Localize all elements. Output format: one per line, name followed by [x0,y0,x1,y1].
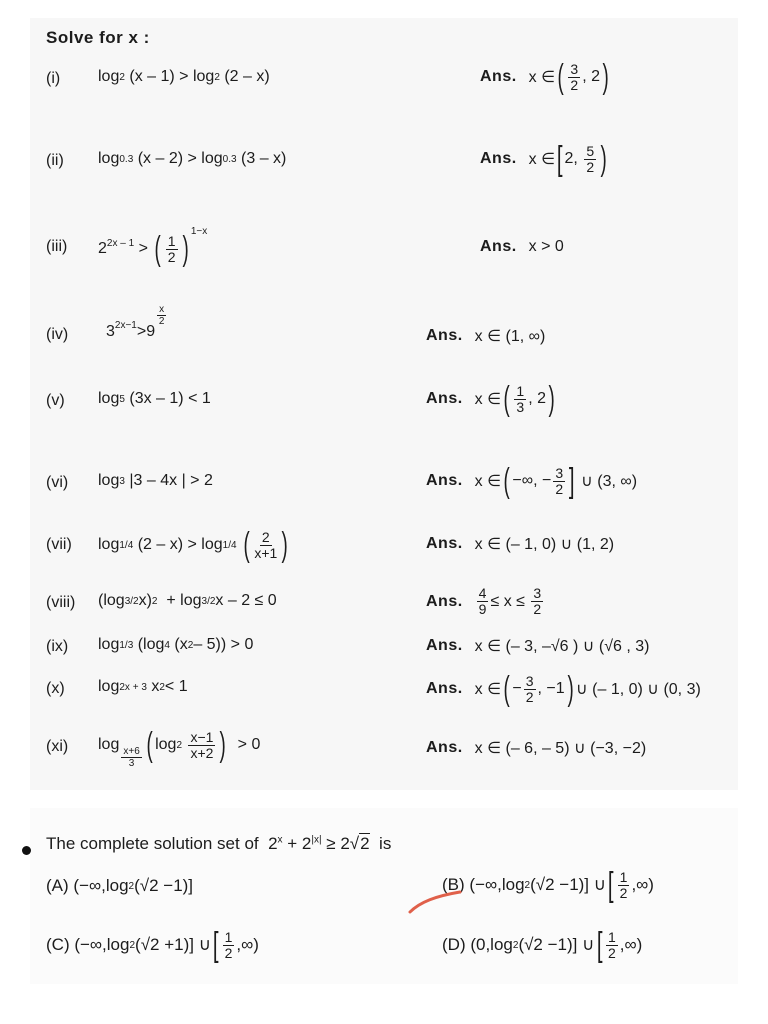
problem-row: (viii) (log 3/2 x) 2 + log 3/2 x – 2 ≤ 0 Ans. $\frac{4}{9}$ ≤ x ≤ $\frac{3}{2}$ [0,586,768,626]
problem-answer: Ans. x ∈ (1, ∞) [426,327,546,345]
problem-answer: Ans. x ∈ (– 6, – 5) ∪ (−3, −2) [426,739,647,757]
question-text: The complete solution set of $2^x + 2^{|x|} \ge 2√2$ is [46,834,392,853]
problem-row: (ii) log 0.3 (x – 2) > log 0.3 (3 – x) Ans. x ∈ [ 2, $\frac{5}{2}$ ) [0,142,768,182]
problem-expression: 2 $^{2x - 1}$ > ( $\frac{1}{2}$ ) $^{1-x}$ [98,225,208,268]
problem-expression: log 0.3 (x – 2) > log 0.3 (3 – x) [98,150,287,167]
problem-row: (vi) log 3 |3 – 4x | > 2 Ans. x ∈ ( −∞, − $\frac{3}{2}$ ] ∪ (3, ∞) [46,462,638,500]
problem-row: (ix) log 1/3 (log 4 (x 2 – 5)) > 0 Ans. x ∈ (– 3, –√6 ) ∪ (√6 , 3) [46,636,650,655]
problem-row: (iv) 3 $^{2x-1}$ > 9 $\frac{x}{2}$ Ans. x ∈ (1, ∞) [46,304,546,345]
problem-expression: log 1/4 (2 – x) > log 1/4 ( $\frac{2}{x+1}$ ) [98,526,289,564]
problem-expression: log 2 (x – 1) > log 2 (2 – x) [98,68,270,85]
problem-expression: log $\frac{x+6}{3}$ ( log 2 $\frac{x-1}{x+2}$ ) > 0 [98,726,261,769]
problem-row: (v) log 5 (3x – 1) < 1 Ans. x ∈ ( $\frac{1}{3}$ , 2 ) [0,382,768,422]
problem-expression: (log 3/2 x) 2 + log 3/2 x – 2 ≤ 0 [98,592,277,609]
option-b[interactable]: (B) (−∞,log 2 (√2 −1)] ∪ [ $\frac{1}{2}$ ,∞) [442,866,654,904]
problem-answer: Ans. x ∈ (– 1, 0) ∪ (1, 2) [426,535,615,553]
problem-answer: Ans. x ∈ ( −∞, − $\frac{3}{2}$ ] ∪ (3, ∞) [426,462,638,500]
problem-expression: log 2x + 3 x 2 < 1 [98,678,188,695]
problem-answer: Ans. x > 0 [480,238,564,255]
option-d[interactable]: (D) (0,log 2 (√2 −1)] ∪ [ $\frac{1}{2}$ ,∞) [442,926,643,964]
problem-expression: log 5 (3x – 1) < 1 [98,390,211,407]
problem-row: (x) log 2x + 3 x 2 < 1 Ans. x ∈ ( − $\frac{3}{2}$ , −1 ) ∪ (– 1, 0) ∪ (0, 3) [46,670,701,708]
problem-answer: Ans. x ∈ ( $\frac{3}{2}$ , 2 ) [480,58,609,96]
problem-row: (xi) log $\frac{x+6}{3}$ ( log 2 $\frac{x-1}{x+2}$ ) > 0 Ans. x ∈ (– 6, – 5) ∪ (−3, −2) [46,726,647,769]
problem-answer: Ans. x ∈ ( − $\frac{3}{2}$ , −1 ) ∪ (– 1, 0) ∪ (0, 3) [426,670,701,708]
problem-row: (iii) 2 $^{2x - 1}$ > ( $\frac{1}{2}$ ) $^{1-x}$ Ans. x > 0 [46,225,564,268]
problem-answer: Ans. x ∈ [ 2, $\frac{5}{2}$ ) [480,140,607,178]
bullet-icon [22,846,31,855]
problem-expression: log 3 |3 – 4x | > 2 [98,472,213,489]
problem-answer: Ans. x ∈ (– 3, –√6 ) ∪ (√6 , 3) [426,637,650,655]
answer-mark-icon [406,888,466,918]
problem-answer: Ans. $\frac{4}{9}$ ≤ x ≤ $\frac{3}{2}$ [426,585,542,617]
problem-row: (vii) log 1/4 (2 – x) > log 1/4 ( $\frac{2}{x+1}$ ) Ans. x ∈ (– 1, 0) ∪ (1, 2) [46,526,615,564]
option-a[interactable]: (A) (−∞,log 2 (√2 −1)] [46,876,194,895]
option-c[interactable]: (C) (−∞,log 2 (√2 +1)] ∪ [ $\frac{1}{2}$ ,∞) [46,926,259,964]
problem-answer: Ans. x ∈ ( $\frac{1}{3}$ , 2 ) [426,380,555,418]
problem-expression: 3 $^{2x-1}$ > 9 $\frac{x}{2}$ [106,304,165,340]
page-title: Solve for x : [46,28,150,47]
problem-row: (i) log 2 (x – 1) > log 2 (2 – x) Ans. x ∈ ( $\frac{3}{2}$ , 2 ) [0,60,768,100]
problem-expression: log 1/3 (log 4 (x 2 – 5)) > 0 [98,636,254,653]
